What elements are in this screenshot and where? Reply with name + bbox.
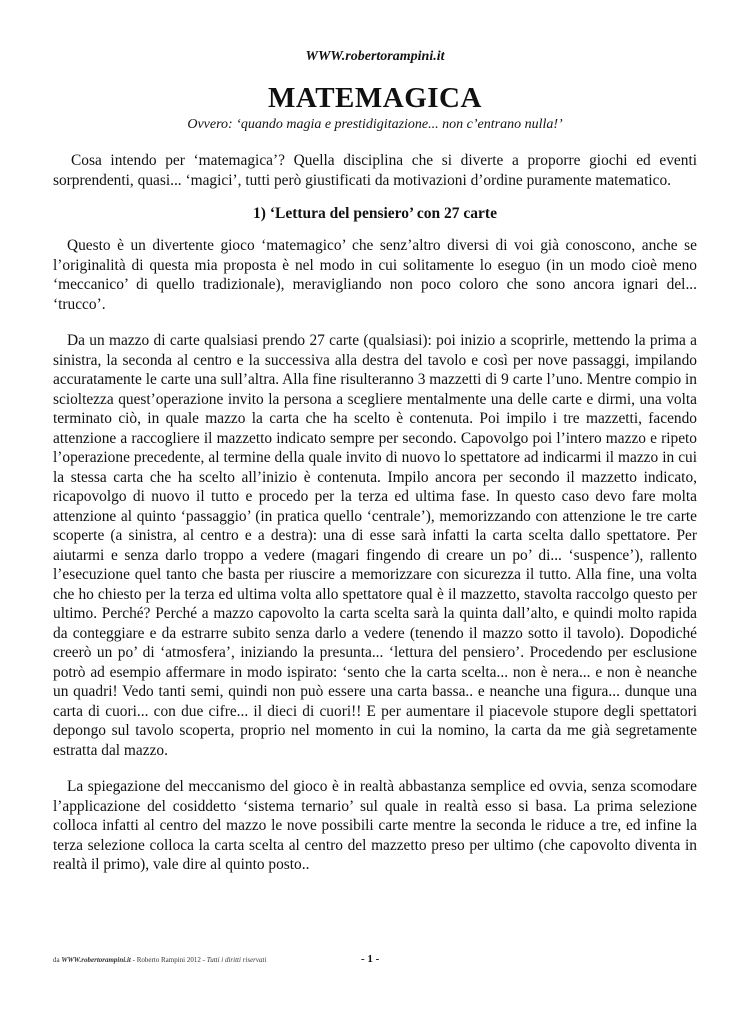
footer-credit [53, 956, 266, 964]
page-title: MATEMAGICA [268, 82, 482, 114]
section-heading: 1) ‘Lettura del pensiero’ con 27 carte [253, 205, 497, 222]
footer-rights: Tutti i diritti riservati [206, 956, 267, 964]
page-subtitle: Ovvero: ‘quando magia e prestidigitazione... non c’entrano nulla!’ [187, 117, 563, 132]
paragraph-2: Questo è un divertente gioco ‘matemagico’ che senz’altro diversi di voi già conoscono, anche se l’originalità di questa mia proposta è nel modo in cui solitamente lo eseguo (in un modo cioè meno ‘meccanico’ di quello tradizionale), meravigliando non poco coloro che sono ancora ignari del... ‘trucco’. [53, 237, 697, 313]
footer-prefix: da [53, 956, 60, 964]
paragraph-gap [53, 760, 697, 777]
document-body [53, 151, 697, 875]
footer-site: WWW.robertorampini.it [61, 956, 131, 964]
footer-credit-text: - Roberto Rampini 2012 - [132, 956, 205, 964]
paragraph-4: La spiegazione del meccanismo del gioco è in realtà abbastanza semplice ed ovvia, senza scomodare l’applicazione del cosiddetto ‘sistema ternario’ sul quale in realtà esso si basa. La prima selezione colloca infatti al centro del mazzo le nove possibili carte mentre la seconda le riduce a tre, ed infine la terza selezione colloca la carta scelta al centro del mazzetto preso per ultimo (che capovolto diventa in realtà il primo), vale dire al quinto posto.. [53, 778, 697, 873]
paragraph-3: Da un mazzo di carte qualsiasi prendo 27 carte (qualsiasi): poi inizio a scoprirle, mettendo la prima a sinistra, la seconda al centro e la successiva alla destra del tavolo e così per nove passaggi, impilando accuratamente le carte una sull’altra. Alla fine risulteranno 3 mazzetti di 9 carte l’uno. Mentre compio in scioltezza quest’operazione invito la persona a scegliere mentalmente una delle carte e dirmi, una volta terminato ciò, in quale mazzo la carta che ha scelto è contenuta. Poi impilo i tre mazzetti, facendo attenzione a raccogliere il mazzetto indicato sempre per secondo. Capovolgo poi l’intero mazzo e ripeto l’operazione precedente, al termine della quale invito di nuovo lo spettatore ad indicarmi il mazzo in cui la stessa carta che ha scelto all’inizio è contenuta. Impilo ancora per secondo il mazzetto indicato, ricapovolgo di nuovo il tutto e procedo per la terza ed ultima fase. In questo caso devo fare molta attenzione al quinto ‘passaggio’ (in pratica quello ‘centrale’), memorizzando con attenzione le tre carte scoperte (a sinistra, al centro e a destra): una di esse sarà infatti la carta scelta dallo spettatore. Per aiutarmi e senza darlo troppo a vedere (magari fingendo di creare un po’ di... ‘suspence’), rallento l’esecuzione quel tanto che basta per riuscire a memorizzare con sicurezza il tutto. Alla fine, una volta che ho chiesto per la terza ed ultima volta allo spettatore qual è il mazzetto, stavolta raccolgo questo per ultimo. Perché? Perché a mazzo capovolto la carta scelta sarà la quinta dall’alto, e quindi molto rapida da conteggiare e da estrarre subito senza darlo a vedere (tenendo il mazzo sotto il tavolo). Dopodiché creerò un po’ di ‘atmosfera’, iniziando la presunta... ‘lettura del pensiero’. Procedendo per esclusione potrò ad esempio affermare in modo ispirato: ‘sento che la carta scelta... non è nera... e non è neanche un quadri! Vedo tanti semi, quindi non può essere una carta bassa.. e neanche una figura... dunque una carta di cuori... con due cifre... il dieci di cuori!! E per aumentare il piacevole stupore degli spettatori depongo sul tavolo scoperta, proprio nel momento in cui la nomino, la carta da me già segretamente estratta dal mazzo. [53, 332, 697, 759]
site-url: WWW.robertorampini.it [305, 49, 445, 64]
page-number: - 1 - [361, 953, 380, 965]
intro-paragraph: Cosa intendo per ‘matemagica’? Quella disciplina che si diverte a proporre giochi ed eventi sorprendenti, quasi... ‘magici’, tutti però giustificati da motivazioni d’ordine puramente matematico. [53, 152, 697, 189]
paragraph-gap [53, 314, 697, 331]
